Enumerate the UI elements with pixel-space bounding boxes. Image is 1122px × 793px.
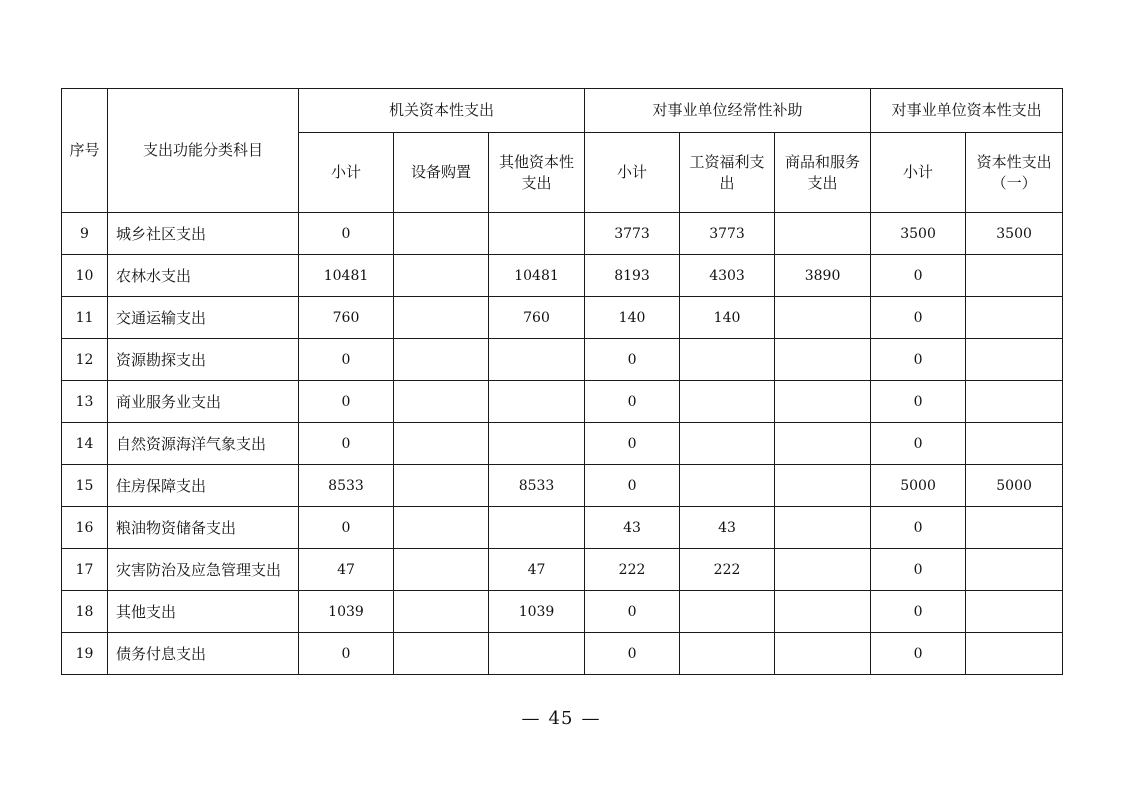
row-value-cell: 3500: [871, 213, 966, 255]
row-value-cell: 222: [585, 549, 680, 591]
table-row: [62, 339, 1063, 381]
header-sub-line: 支出: [807, 173, 838, 192]
row-seq: 16: [62, 507, 108, 549]
expenditure-table: [61, 88, 1063, 675]
row-category-name: 其他支出: [108, 591, 299, 633]
row-seq: 18: [62, 591, 108, 633]
row-seq: 9: [62, 213, 108, 255]
header-sub-line: 商品和服务: [785, 152, 861, 171]
row-value-cell: [394, 381, 489, 423]
row-category-name: 城乡社区支出: [108, 213, 299, 255]
row-value-cell: 0: [871, 297, 966, 339]
table-row: [62, 297, 1063, 339]
header-sub: [871, 133, 966, 213]
row-value-cell: [394, 591, 489, 633]
row-value-cell: 0: [871, 255, 966, 297]
row-value-cell: 1039: [489, 591, 585, 633]
row-value-cell: [680, 339, 775, 381]
row-value-cell: [394, 465, 489, 507]
row-value-cell: [489, 213, 585, 255]
row-value-cell: [680, 633, 775, 675]
row-value-cell: 0: [871, 549, 966, 591]
row-value-cell: [966, 507, 1063, 549]
row-value-cell: 3773: [585, 213, 680, 255]
row-category-name: 资源勘探支出: [108, 339, 299, 381]
row-seq: 15: [62, 465, 108, 507]
row-value-cell: [966, 549, 1063, 591]
table-row: [62, 465, 1063, 507]
row-value-cell: [489, 507, 585, 549]
row-category-name: 债务付息支出: [108, 633, 299, 675]
row-value-cell: 0: [585, 423, 680, 465]
row-category-name: 灾害防治及应急管理支出: [108, 549, 299, 591]
page-number: 45: [548, 708, 574, 729]
row-value-cell: [680, 423, 775, 465]
row-category-name: 农林水支出: [108, 255, 299, 297]
row-value-cell: [394, 255, 489, 297]
header-sub: [585, 133, 680, 213]
row-value-cell: [680, 465, 775, 507]
row-value-cell: [775, 381, 871, 423]
footer-dash-left: —: [521, 708, 541, 729]
row-value-cell: 222: [680, 549, 775, 591]
row-seq: 12: [62, 339, 108, 381]
header-sub: [394, 133, 489, 213]
row-value-cell: 1039: [299, 591, 394, 633]
row-value-cell: 760: [489, 297, 585, 339]
row-value-cell: [966, 381, 1063, 423]
row-category-name: 交通运输支出: [108, 297, 299, 339]
row-value-cell: [775, 465, 871, 507]
row-value-cell: 0: [299, 423, 394, 465]
row-value-cell: 760: [299, 297, 394, 339]
row-value-cell: 10481: [489, 255, 585, 297]
row-value-cell: 0: [871, 633, 966, 675]
row-value-cell: 3890: [775, 255, 871, 297]
row-seq: 10: [62, 255, 108, 297]
row-value-cell: 47: [489, 549, 585, 591]
table-row: [62, 213, 1063, 255]
row-seq: 14: [62, 423, 108, 465]
row-value-cell: 10481: [299, 255, 394, 297]
row-value-cell: [966, 255, 1063, 297]
table-row: [62, 423, 1063, 465]
header-category: 支出功能分类科目: [108, 89, 299, 213]
row-value-cell: 0: [871, 507, 966, 549]
header-sub: [299, 133, 394, 213]
row-value-cell: 3773: [680, 213, 775, 255]
table-row: [62, 633, 1063, 675]
header-group-institution-capital: 对事业单位资本性支出: [871, 89, 1063, 133]
header-sub-line: 小计: [330, 163, 361, 181]
header-sub-line: （一）: [991, 173, 1037, 192]
row-value-cell: [775, 339, 871, 381]
table-row: [62, 549, 1063, 591]
header-sub-line: 工资福利支: [689, 152, 765, 171]
table-body: [62, 213, 1063, 675]
header-sub-line: 小计: [617, 163, 648, 181]
header-sub: [680, 133, 775, 213]
header-sub: [489, 133, 585, 213]
row-value-cell: 0: [871, 339, 966, 381]
row-value-cell: [966, 339, 1063, 381]
row-value-cell: 8533: [489, 465, 585, 507]
header-group-institution-recurring: 对事业单位经常性补助: [585, 89, 871, 133]
header-sub-line: 设备购置: [410, 163, 471, 181]
row-value-cell: 0: [585, 339, 680, 381]
row-value-cell: 0: [299, 381, 394, 423]
row-value-cell: 0: [871, 423, 966, 465]
row-value-cell: [489, 423, 585, 465]
row-value-cell: [680, 591, 775, 633]
table-row: [62, 507, 1063, 549]
header-sub-line: 资本性支出: [976, 152, 1052, 171]
row-value-cell: [775, 213, 871, 255]
row-value-cell: 140: [585, 297, 680, 339]
row-seq: 19: [62, 633, 108, 675]
footer-dash-right: —: [581, 708, 601, 729]
row-value-cell: 0: [299, 507, 394, 549]
row-seq: 13: [62, 381, 108, 423]
row-value-cell: [394, 423, 489, 465]
row-value-cell: [394, 633, 489, 675]
header-group-agency-capital: 机关资本性支出: [299, 89, 585, 133]
row-value-cell: 0: [585, 633, 680, 675]
row-value-cell: [394, 339, 489, 381]
row-value-cell: 140: [680, 297, 775, 339]
row-value-cell: [966, 297, 1063, 339]
row-value-cell: 43: [680, 507, 775, 549]
row-value-cell: 8193: [585, 255, 680, 297]
table-row: [62, 591, 1063, 633]
header-sub: [966, 133, 1063, 213]
row-value-cell: [489, 633, 585, 675]
header-seq: 序号: [62, 89, 108, 213]
row-category-name: 住房保障支出: [108, 465, 299, 507]
row-value-cell: [489, 381, 585, 423]
row-category-name: 粮油物资储备支出: [108, 507, 299, 549]
row-value-cell: 0: [585, 591, 680, 633]
row-value-cell: [394, 507, 489, 549]
row-value-cell: [775, 507, 871, 549]
row-value-cell: 0: [871, 381, 966, 423]
row-value-cell: 5000: [966, 465, 1063, 507]
row-value-cell: [394, 297, 489, 339]
header-sub-line: 小计: [903, 163, 934, 181]
row-value-cell: 3500: [966, 213, 1063, 255]
row-value-cell: [966, 423, 1063, 465]
row-value-cell: [775, 297, 871, 339]
header-sub-line: 支出: [521, 173, 552, 192]
header-row-top: [62, 89, 1063, 133]
header-sub: [775, 133, 871, 213]
row-value-cell: [775, 591, 871, 633]
row-value-cell: 8533: [299, 465, 394, 507]
row-value-cell: 0: [585, 381, 680, 423]
row-value-cell: 5000: [871, 465, 966, 507]
row-value-cell: [966, 591, 1063, 633]
page-footer: [0, 708, 1122, 729]
table-row: [62, 381, 1063, 423]
row-value-cell: 0: [299, 213, 394, 255]
header-sub-line: 出: [719, 173, 735, 192]
row-value-cell: [680, 381, 775, 423]
row-value-cell: 47: [299, 549, 394, 591]
row-value-cell: 0: [299, 633, 394, 675]
row-seq: 11: [62, 297, 108, 339]
row-value-cell: 0: [585, 465, 680, 507]
table-row: [62, 255, 1063, 297]
row-value-cell: 0: [299, 339, 394, 381]
row-value-cell: [489, 339, 585, 381]
header-sub-line: 其他资本性: [499, 152, 575, 171]
row-seq: 17: [62, 549, 108, 591]
row-value-cell: [775, 423, 871, 465]
row-category-name: 商业服务业支出: [108, 381, 299, 423]
row-value-cell: [966, 633, 1063, 675]
row-category-name: 自然资源海洋气象支出: [108, 423, 299, 465]
row-value-cell: 0: [871, 591, 966, 633]
row-value-cell: [775, 549, 871, 591]
row-value-cell: 4303: [680, 255, 775, 297]
row-value-cell: 43: [585, 507, 680, 549]
row-value-cell: [394, 213, 489, 255]
row-value-cell: [775, 633, 871, 675]
row-value-cell: [394, 549, 489, 591]
